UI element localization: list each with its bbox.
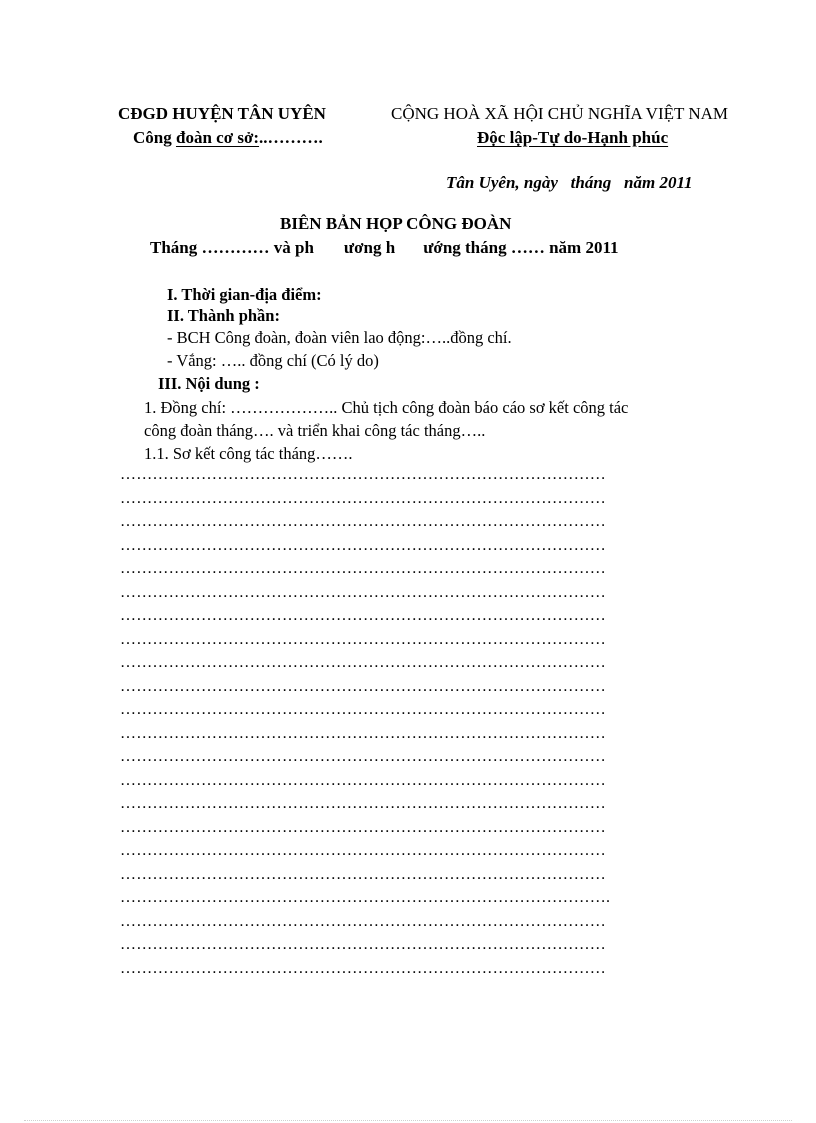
dotted-line: ………………………………………………………………………………. [120,889,611,906]
org-unit-prefix: Công [133,128,176,147]
dotted-line: ……………………………………………………………………………… [120,936,606,953]
members-present: - BCH Công đoàn, đoàn viên lao động:…..đồng chí. [167,328,512,347]
dotted-line: ……………………………………………………………………………… [120,584,606,601]
dotted-line: ……………………………………………………………………………… [120,842,606,859]
section-content: III. Nội dung : [158,374,260,393]
dotted-line: ……………………………………………………………………………… [120,772,606,789]
section-time-place: I. Thời gian-địa điểm: [167,285,322,304]
subtitle-part3: ướng tháng …… năm 2011 [423,238,619,257]
dotted-line: ……………………………………………………………………………… [120,701,606,718]
national-motto: Độc lập-Tự do-Hạnh phúc [477,128,669,147]
content-para1-line1: 1. Đồng chí: ……………….. Chủ tịch công đoàn báo cáo sơ kết công tác [144,398,629,417]
org-unit [133,128,323,148]
dotted-line: ……………………………………………………………………………… [120,866,606,883]
dotted-line: ……………………………………………………………………………… [120,795,606,812]
dotted-line: ……………………………………………………………………………… [120,490,606,507]
dotted-line: ……………………………………………………………………………… [120,513,606,530]
dotted-line: ……………………………………………………………………………… [120,678,606,695]
org-unit-underlined: đoàn cơ sở: [175,128,260,147]
dotted-line: ……………………………………………………………………………… [120,725,606,742]
members-absent: - Vắng: ….. đồng chí (Có lý do) [167,351,379,370]
dotted-line: ……………………………………………………………………………… [120,654,606,671]
content-para1-line2: công đoàn tháng…. và triển khai công tác tháng….. [144,421,486,440]
dotted-line: ……………………………………………………………………………… [120,607,606,624]
subtitle-part2: ương h [343,238,396,257]
dotted-line: ……………………………………………………………………………… [120,537,606,554]
date-line: Tân Uyên, ngày tháng năm 2011 [446,173,693,192]
page-footer-divider [24,1120,792,1121]
content-subsection-1-1: 1.1. Sơ kết công tác tháng……. [144,444,353,463]
dotted-line: ……………………………………………………………………………… [120,560,606,577]
subtitle-part1: Tháng ………… và ph [150,238,314,257]
dotted-line: ……………………………………………………………………………… [120,748,606,765]
document-title: BIÊN BẢN HỌP CÔNG ĐOÀN [280,214,512,233]
dotted-line: ……………………………………………………………………………… [120,819,606,836]
section-members: II. Thành phần: [167,306,280,325]
dotted-line: ……………………………………………………………………………… [120,466,606,483]
dotted-line: ……………………………………………………………………………… [120,913,606,930]
national-title: CỘNG HOÀ XÃ HỘI CHỦ NGHĨA VIỆT NAM [391,104,729,123]
org-unit-suffix: ..………. [259,128,323,147]
org-name: CĐGD HUYỆN TÂN UYÊN [118,104,326,123]
dotted-line: ……………………………………………………………………………… [120,631,606,648]
document-subtitle [150,238,619,258]
dotted-line: ……………………………………………………………………………… [120,960,606,977]
